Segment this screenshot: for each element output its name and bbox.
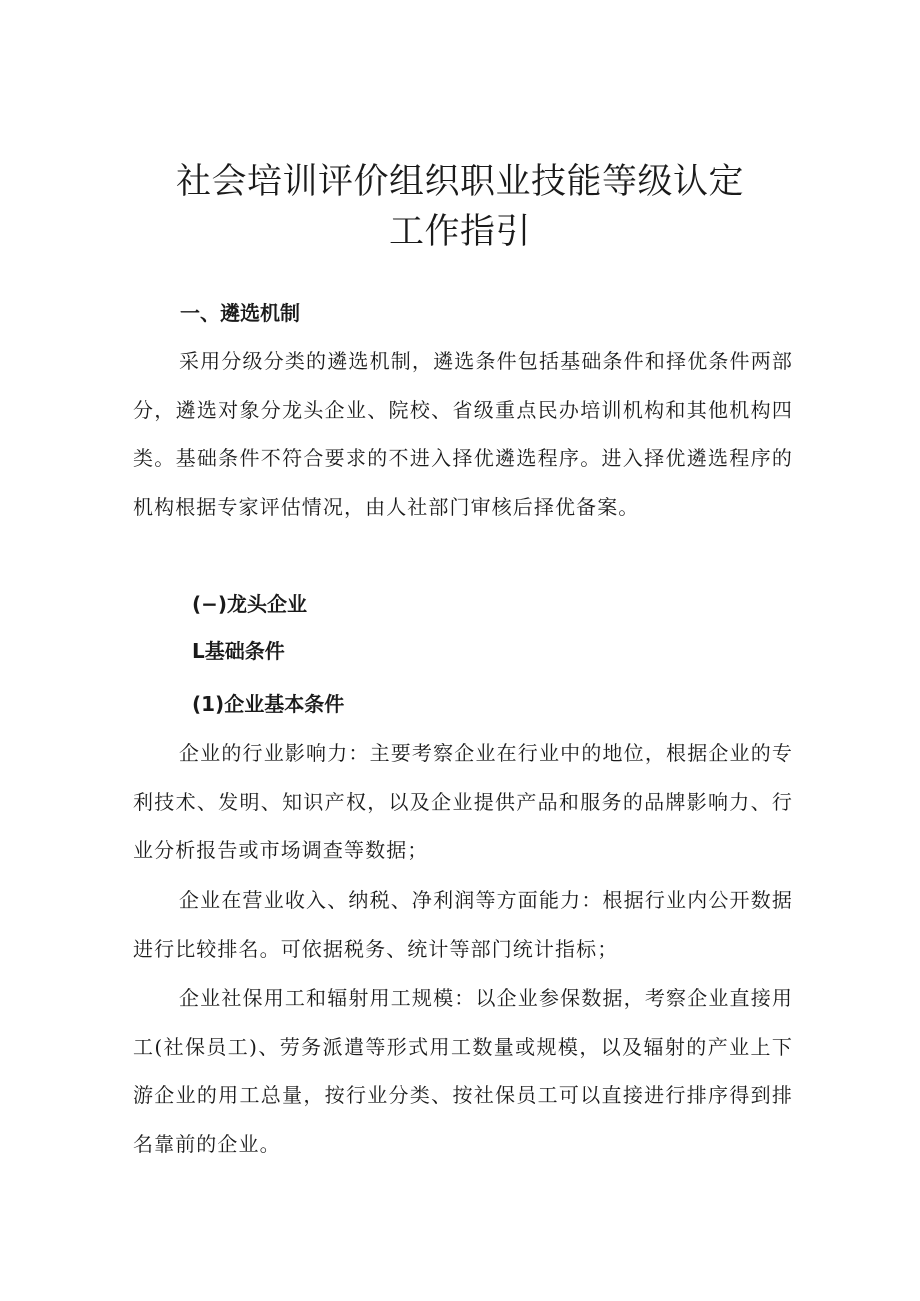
subsection-heading-basic-conditions: L基础条件 — [192, 639, 285, 663]
paragraph-employment-scale: 企业社保用工和辐射用工规模：以企业参保数据，考察企业直接用工(社保员工)、劳务派遣等形式用工数量或规模，以及辐射的产业上下游企业的用工总量，按行业分类、按社保员工可以直接进行排序得到排名靠前的企业。 — [133, 986, 793, 1156]
section-heading-selection-mechanism: 一、遴选机制 — [180, 301, 300, 325]
paragraph-revenue-capacity: 企业在营业收入、纳税、净利润等方面能力：根据行业内公开数据进行比较排名。可依据税务、统计等部门统计指标； — [133, 888, 793, 961]
document-title-line-2: 工作指引 — [388, 212, 531, 252]
subsection-heading-leading-enterprises: (−)龙头企业 — [192, 592, 308, 616]
paragraph-selection-mechanism: 采用分级分类的遴选机制，遴选条件包括基础条件和择优条件两部分，遴选对象分龙头企业、院校、省级重点民办培训机构和其他机构四类。基础条件不符合要求的不进入择优遴选程序。进入择优遴选程序的机构根据专家评估情况，由人社部门审核后择优备案。 — [133, 349, 793, 519]
item-heading-enterprise-basic-conditions: (1)企业基本条件 — [192, 692, 345, 716]
paragraph-industry-influence: 企业的行业影响力：主要考察企业在行业中的地位，根据企业的专利技术、发明、知识产权，以及企业提供产品和服务的品牌影响力、行业分析报告或市场调查等数据； — [133, 741, 793, 862]
document-title-line-1: 社会培训评价组织职业技能等级认定 — [175, 162, 744, 202]
